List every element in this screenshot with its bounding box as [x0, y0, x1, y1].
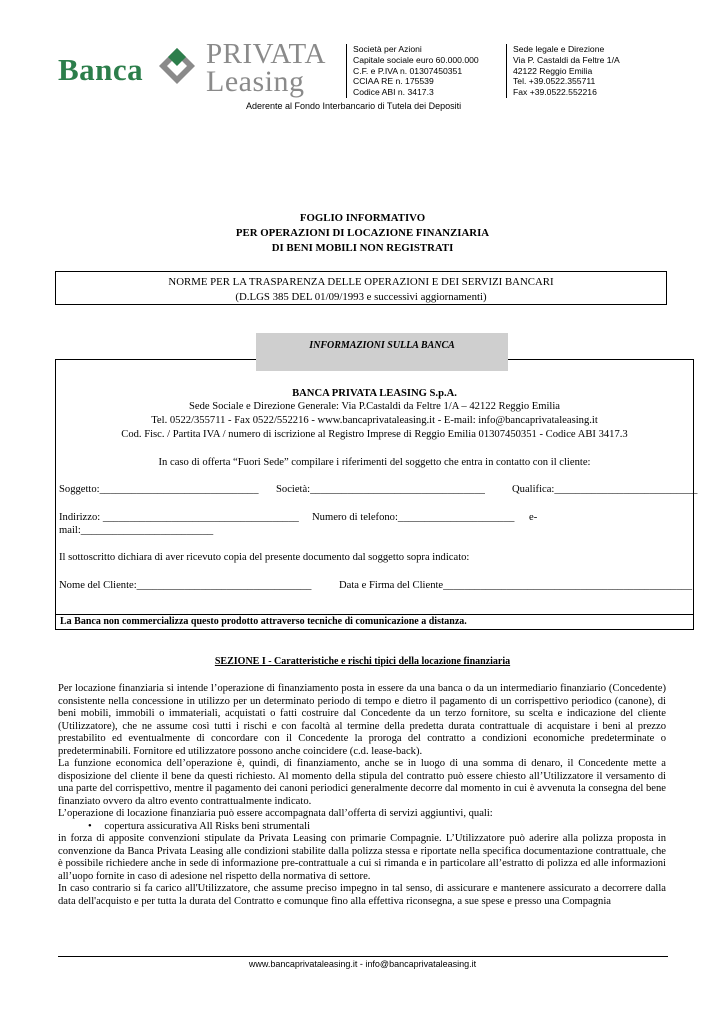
norme-line1: NORME PER LA TRASPARENZA DELLE OPERAZIONI E DEI SERVIZI BANCARI [168, 276, 554, 288]
nome-cliente-field[interactable]: Nome del Cliente:_________________________________ [59, 580, 312, 591]
distance-selling-note: La Banca non commercializza questo prodotto attraverso tecniche di comunicazione a distanza. [56, 614, 693, 629]
logo-word-banca: Banca [58, 52, 144, 87]
header-line: C.F. e P.IVA n. 01307450351 [353, 65, 463, 76]
email-label: e- [529, 512, 538, 523]
paragraph-4: in forza di apposite convenzioni stipulate da Privata Leasing con primarie Compagnie. L’Utilizzatore può aderire alla polizza proposta in convenzione da Banca Privata Leasing alle condizioni stabilite dalla polizza stessa e riportate nella specifica documentazione contrattuale, che è possibile richiedere anche in sede di informazione pre-contrattuale a cui si rimanda e in particolare all’estratto di polizza ed alle informazioni all’uopo fornite in caso di adesione nel rispetto della normativa di settore. [58, 833, 666, 882]
fuori-sede-note: In caso di offerta “Fuori Sede” compilare i riferimenti del soggetto che entra in contatto con il cliente: [158, 457, 591, 468]
document-title [0, 211, 725, 256]
bank-name: BANCA PRIVATA LEASING S.p.A. [292, 388, 457, 399]
title-line: FOGLIO INFORMATIVO [299, 212, 426, 224]
header-company-info [346, 44, 508, 98]
section-title: SEZIONE I - Caratteristiche e rischi tipici della locazione finanziaria [214, 656, 511, 667]
footer-contacts: www.bancaprivataleasing.it - info@bancaprivataleasing.it [248, 959, 477, 969]
bank-info-box [55, 359, 698, 630]
bank-logo [58, 38, 343, 108]
paragraph-5: In caso contrario si fa carico all'Utilizzatore, che assume preciso impegno in tal senso, di assicurare e mantenere assicurato a decorrere dalla data dell'acquisto e per tutta la durata del Contratto e comunque fino alla effettiva riconsegna, a sue spese e presso una Compagnia [58, 883, 666, 907]
header-line: CCIAA RE n. 175539 [353, 76, 434, 87]
bullet-text: copertura assicurativa All Risks beni strumentali [104, 821, 311, 832]
header-aderente: Aderente al Fondo Interbancario di Tutela dei Depositi [246, 101, 462, 111]
indirizzo-field[interactable]: Indirizzo: _____________________________________ [59, 512, 299, 523]
header-office-info [506, 44, 673, 98]
title-line: DI BENI MOBILI NON REGISTRATI [271, 242, 454, 254]
header-line: Capitale sociale euro 60.000.000 [353, 54, 479, 65]
dichiarazione-text: Il sottoscritto dichiara di aver ricevuto copia del presente documento dal soggetto sopra indicato: [59, 552, 470, 563]
bank-contacts: Tel. 0522/355711 - Fax 0522/552216 - www.bancaprivataleasing.it - E-mail: info@bancaprivataleasing.it [151, 415, 598, 426]
logo-word-privata: PRIVATA [206, 38, 326, 70]
paragraph-3: L’operazione di locazione finanziaria può essere accompagnata dall’offerta di servizi aggiuntivi, quali: [58, 808, 493, 819]
bullet-item [88, 821, 310, 832]
societa-field[interactable]: Società:_________________________________ [276, 484, 485, 495]
qualifica-field[interactable]: Qualifica:___________________________ [512, 484, 698, 495]
bank-codes: Cod. Fisc. / Partita IVA / numero di iscrizione al Registro Imprese di Reggio Emilia 01307450351 - Codice ABI 3417.3 [121, 429, 628, 440]
norme-line2: (D.LGS 385 DEL 01/09/1993 e successivi aggiornamenti) [235, 291, 487, 303]
diamond-logo-icon [157, 46, 197, 86]
bullet-icon: • [88, 821, 92, 832]
header-line: Tel. +39.0522.355711 [513, 76, 596, 87]
title-line: PER OPERAZIONI DI LOCAZIONE FINANZIARIA [235, 227, 490, 239]
paragraph-1: Per locazione finanziaria si intende l’operazione di finanziamento posta in essere da una banca o da un intermediario finanziario (Concedente) consistente nella concessione in utilizzo per un determinato periodo di tempo e dietro il pagamento di un corrispettivo periodico (canone), di beni mobili, immobili o immateriali, acquistati o fatti costruire dal Concedente da un terzo fornitore, su scelta e indicazione del cliente (Utilizzatore), che ne assume così tutti i rischi e con facoltà al termine della predetta durata contrattuale di acquistare i beni al prezzo prestabilito ed eventualmente di concordare con il Concedente la proroga del contratto a condizioni economiche predeterminate o predeterminabili. Fornitore ed utilizzatore possono anche coincidere (c.d. lease-back). [58, 683, 666, 757]
header-line: Via P. Castaldi da Feltre 1/A [513, 54, 620, 65]
telefono-field[interactable]: Numero di telefono:______________________ [312, 512, 515, 523]
info-tab: INFORMAZIONI SULLA BANCA [256, 333, 508, 371]
norme-box [55, 271, 667, 305]
email-field[interactable]: mail:_________________________ [59, 525, 214, 536]
header-line: Sede legale e Direzione [513, 44, 605, 54]
header-line: Fax +39.0522.552216 [513, 87, 597, 98]
bank-sede: Sede Sociale e Direzione Generale: Via P.Castaldi da Feltre 1/A – 42122 Reggio Emilia [188, 401, 561, 412]
logo-word-leasing: Leasing [206, 65, 305, 98]
header-line: Codice ABI n. 3417.3 [353, 87, 434, 98]
header-line: 42122 Reggio Emilia [513, 65, 593, 76]
paragraph-2: La funzione economica dell’operazione è, quindi, di finanziamento, anche se in luogo di una somma di denaro, il Concedente mette a disposizione del cliente il bene da questi richiesto. Al momento della stipula del contratto può essere chiesto all’Utilizzatore il versamento di una parte del corrispettivo, mentre il pagamento dei canoni periodici generalmente decorre dal momento in cui è avvenuta la consegna del bene finanziato ovvero da altro evento contrattualmente indicato. [58, 758, 666, 807]
footer-divider [58, 956, 668, 957]
soggetto-field[interactable]: Soggetto:______________________________ [59, 484, 259, 495]
data-firma-field[interactable]: Data e Firma del Cliente_______________________________________________ [339, 580, 693, 591]
header-line: Società per Azioni [353, 44, 422, 54]
